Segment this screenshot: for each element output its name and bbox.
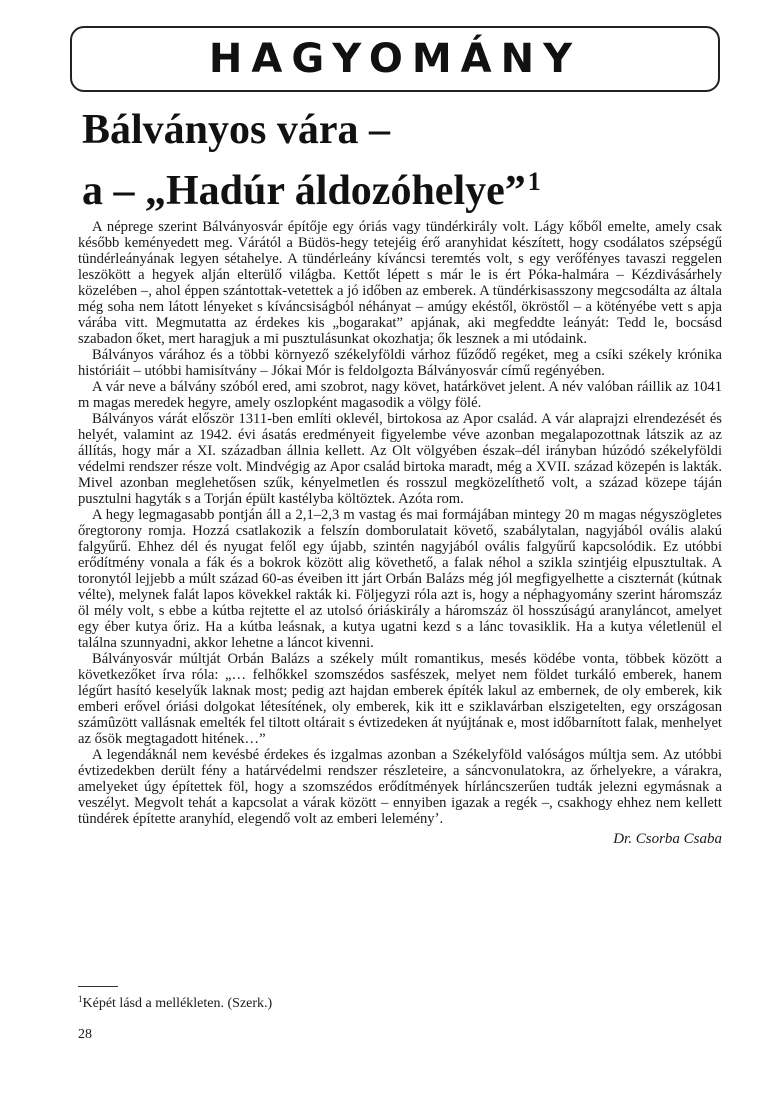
footnote-divider: [78, 986, 118, 987]
footnote: [78, 990, 272, 1013]
article-title-line-1: Bálványos vára –: [82, 107, 391, 153]
article-paragraph: Bálványos várát először 1311-ben említi oklevél, birtokosa az Apor család. A vár alaprajzi elrendezését és helyét, valamint az 1942. évi ásatás eredményeit figyelembe véve azonban megalapozottnak látszik az az állítás, hogy már a XI. században állnia kellett. Az Olt völgyében észak–dél irányban húzódó székelyföldi védelmi rendszer része volt. Mindvégig az Apor család birtoka maradt, még a XVII. század közepén is lakták. Mivel azonban meglehetősen szűk, kényelmetlen és rosszul megközelíthető volt, a század közepe táján pusztulni hagyták s a Torján épült kastélyba költöztek. Azóta rom.: [78, 411, 722, 507]
article-paragraph: A vár neve a bálvány szóból ered, ami szobrot, nagy követ, határkövet jelent. A név valóban ráillik az 1041 m magas meredek hegyre, amely oszlopként magasodik a völgy fölé.: [78, 379, 722, 411]
article-title-line-2: [82, 156, 722, 217]
page-number: 28: [78, 1027, 92, 1042]
section-banner-label: HAGYOMÁNY: [208, 36, 582, 82]
article-paragraph: A legendáknál nem kevésbé érdekes és izgalmas azonban a Székelyföld valóságos múltja sem. Az utóbbi évtizedekben derült fény a határvédelmi rendszer részleteire, a sáncvonulatokra, az őrhelyekre, a várakra, amelyeket úgy építettek föl, hogy a szomszédos erődítmények hírláncszerűen tudták jelezni egymásnak a veszélyt. Megvolt tehát a kapcsolat a várak között – ennyiben igazak a regék –, csakhogy ehhez nem kellett tündérek építette aranyhíd, elegendő volt az emberi leleményʼ.: [78, 747, 722, 827]
article-paragraph: A néprege szerint Bálványosvár építője egy óriás vagy tündérkirály volt. Lágy kőből emelte, amely csak később keményedett meg. Várától a Büdös-hegy tetejéig érő aranyhidat készített, hogy csodálatos szépségű tündérleányának legyen sétahelye. A tündérleány kíváncsi teremtés volt, s egy verőfényes tavaszi reggelen leszökött a hegyek alján elterülő világba. Kettőt lépett s már le is ért Póka-halmára – Kézdivásárhely közelében –, ahol éppen szántottak-vetettek a jó időben az emberek. A tündérkisasszony megcsodálta az általa még soha nem látott lényeket s kíváncsiságból néhányat – amúgy ekéstől, ökröstől – a kötényébe vett s apja várába vitt. Megmutatta az érdekes kis „bogarakat” apjának, aki megfeddte leányát: Tedd le, bocsásd szabadon őket, mert haragjuk a mi pusztulásunkat okozhatja; ők lesznek a mi utódaink.: [78, 219, 722, 347]
article-body: [78, 219, 722, 849]
article-paragraph: A hegy legmagasabb pontján áll a 2,1–2,3 m vastag és mai formájában mintegy 20 m magas négyszögletes őregtorony romja. Hozzá csatlakozik a felszín domborulatait követő, szabálytalan, nagyjából ovális alakú falgyűrű. Ehhez dél és nyugat felől egy újabb, szintén nagyjából ovális falgyűrű kapcsolódik. Ez utóbbi erődítmény vonala a fák és a bokrok között alig követhető, a falak néhol a szikla szintjéig elpusztultak. A toronytól lejjebb a múlt század 60-as éveiben itt járt Orbán Balázs még jól megfigyelhette a ciszternát (kútnak vélte), melynek falát lapos kövekkel rakták ki. Följegyzi róla azt is, hogy a néphagyomány szerint háromszáz öl mély volt, s ebbe a kútba rejtette el az utolsó óriáskirály a háromszáz öl hosszúságú aranyláncot, amelyet egy éber kutya őriz. Ha a kútba leásnak, a kutya ugatni kezd s a lánc tovasiklik. Ha a kutya véletlenül el találna szunnyadni, akkor lehetne a láncot kivenni.: [78, 507, 722, 651]
article-title-line-2-text: a – „Hadúr áldozóhelye”: [82, 168, 526, 214]
author-signature: Dr. Csorba Csaba: [613, 831, 722, 847]
section-banner: [70, 26, 720, 92]
article-paragraph: Bálványosvár múltját Orbán Balázs a székely múlt romantikus, mesés ködébe vonta, többek között a következőket írva róla: „… felhőkkel szomszédos sasfészek, melyet nem földet turkáló emberek, hanem légűrt hasító keselyűk laknak most; pedig azt hajdan emberek építék lakul az embernek, de oly emberek, kik emberi erővel óriási dolgokat létesítének, oly emberek, kik itt e sziklavárban elszigetelten, egy országosan számûzött vallásnak emelték fel tiltott oltárait s évtizedeken át nyújtának e, most időbarnított falak, menhelyet az ősök megtagadott hitének…”: [78, 651, 722, 747]
title-footnote-mark: 1: [527, 167, 541, 196]
footnote-text: Képét lásd a mellékleten. (Szerk.): [82, 996, 273, 1011]
article-title: [82, 104, 722, 217]
article-paragraph: Bálványos várához és a többi környező székelyföldi várhoz fűződő regéket, meg a csíki székely krónika históriáit – utóbbi hamisítvány – Jókai Mór is feldolgozta Bálványosvár című regényében.: [78, 347, 722, 379]
footnote-mark: 1: [78, 994, 83, 1004]
